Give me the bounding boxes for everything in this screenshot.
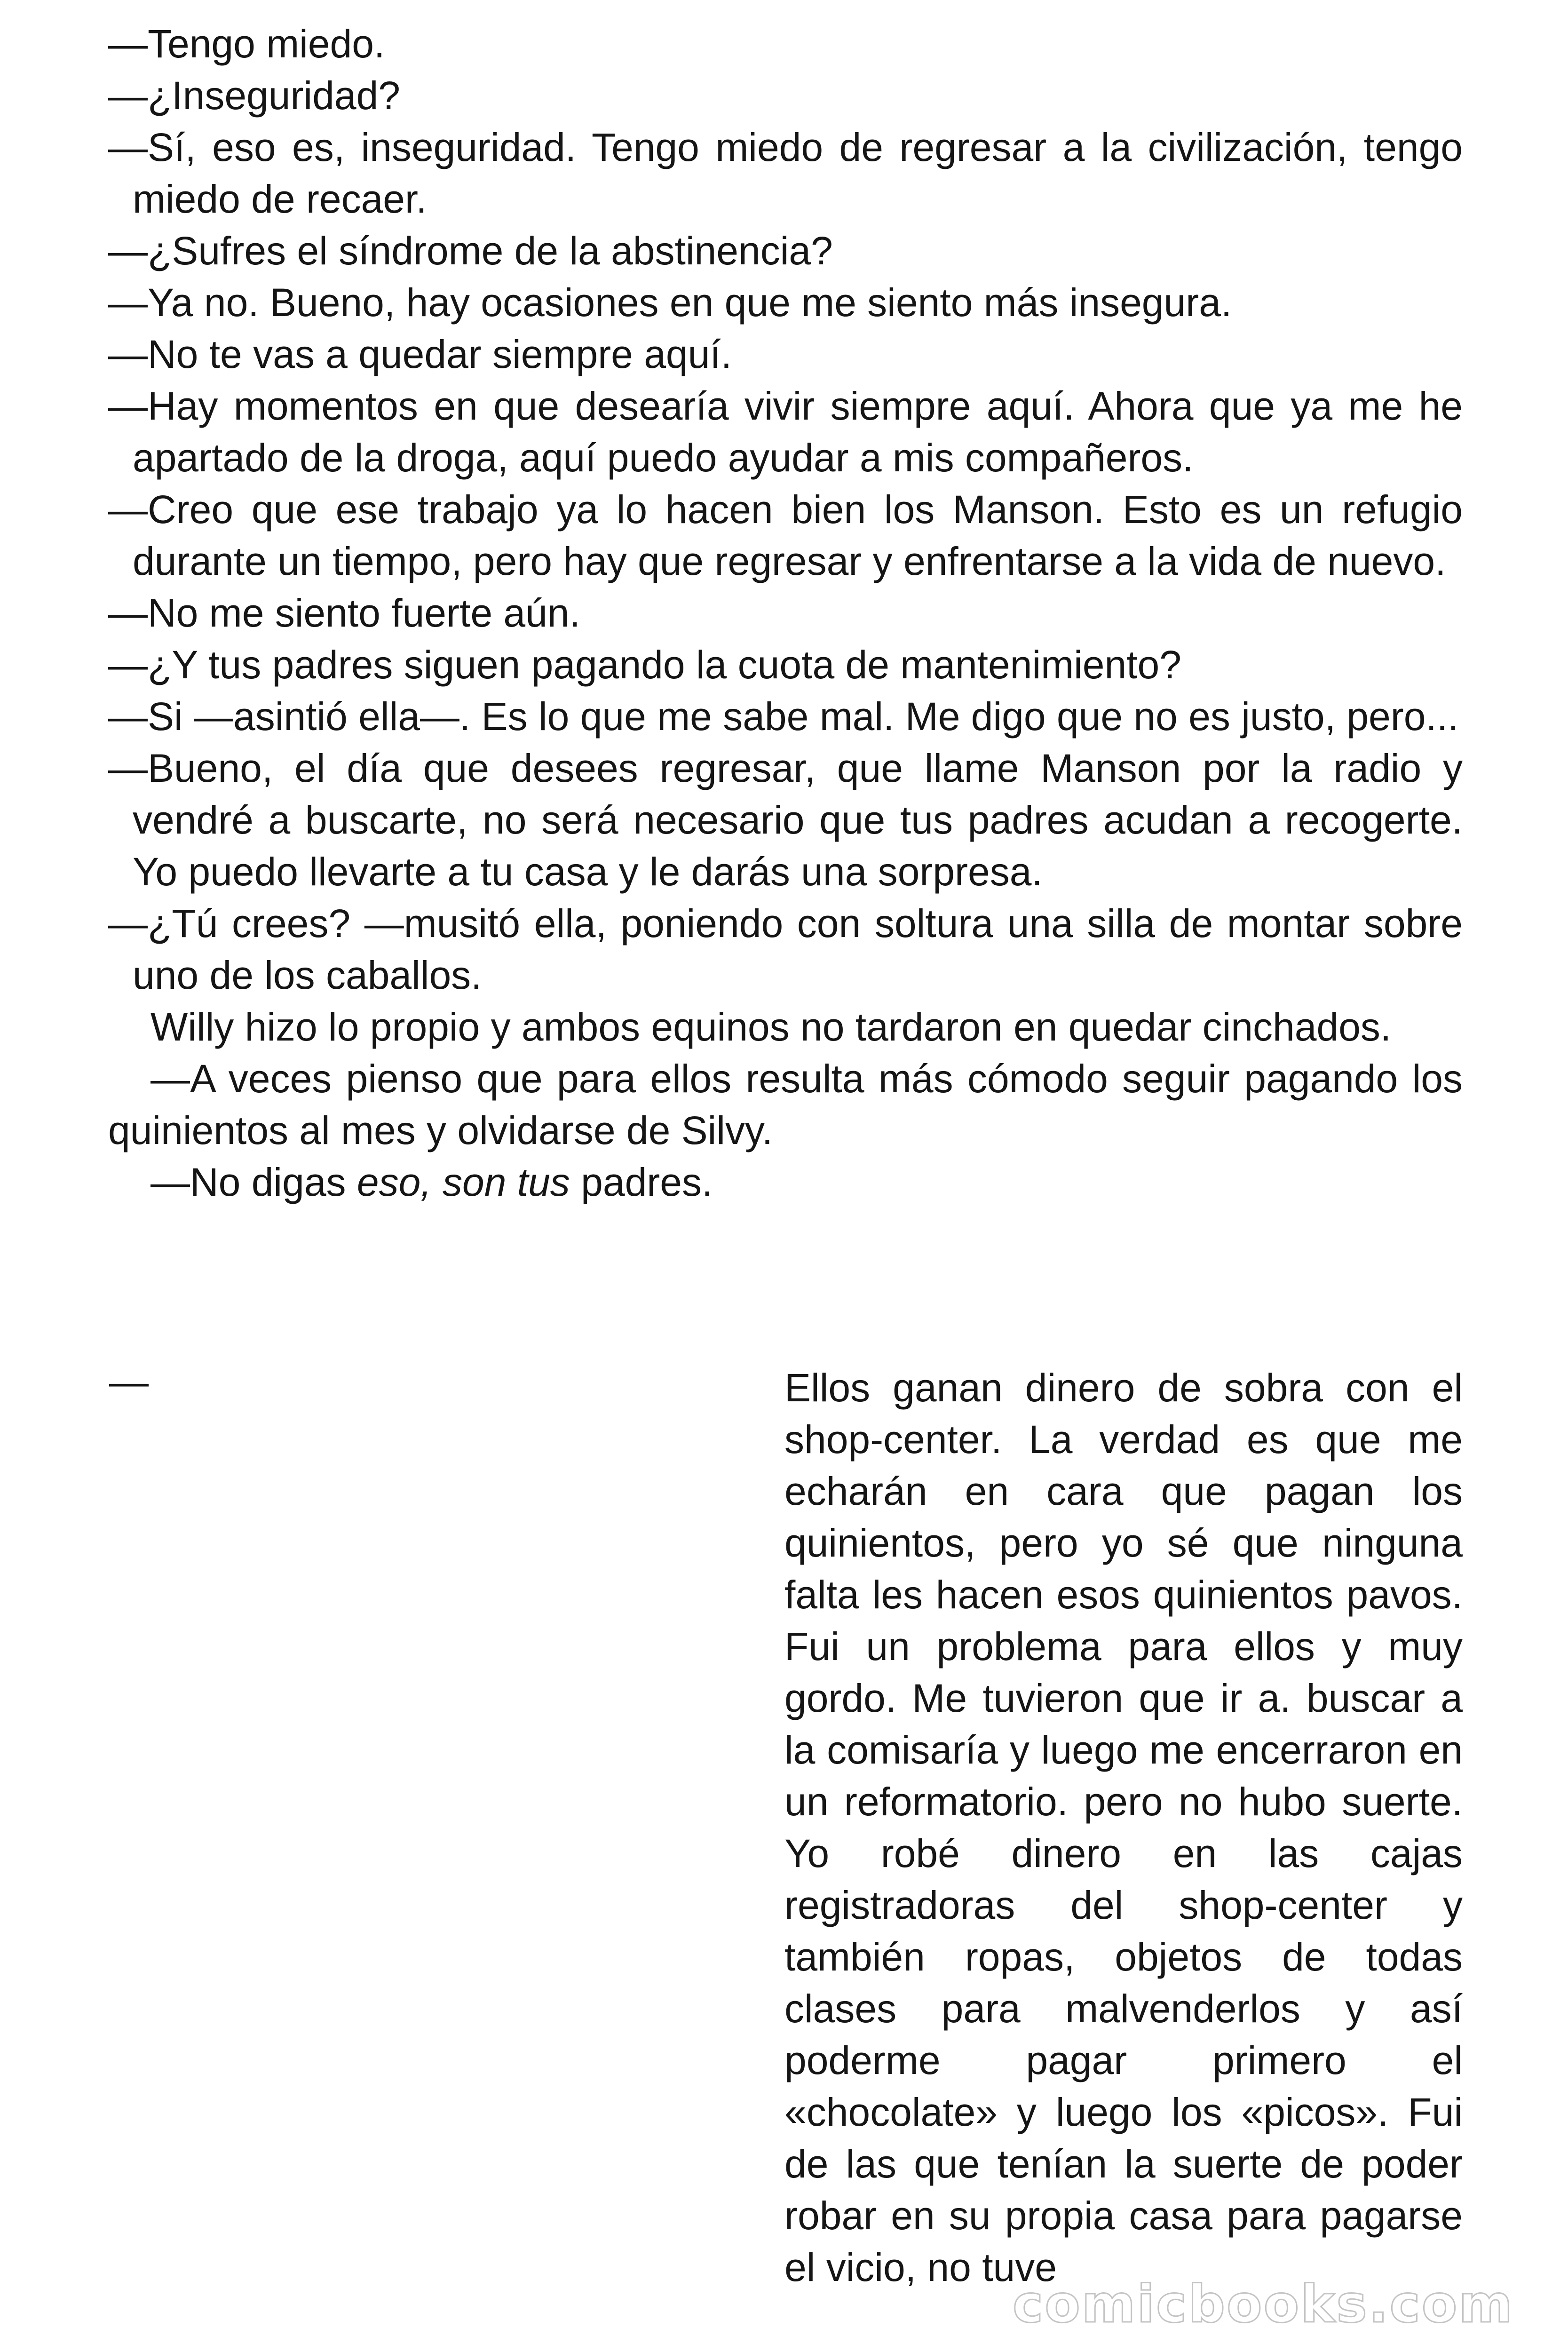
line-text-start: —No digas <box>150 1160 357 1204</box>
dialog-line: —Hay momentos en que desearía vivir siempre aquí. Ahora que ya me he apartado de la droga, aquí puedo ayudar a mis compañeros. <box>108 384 1463 480</box>
right-text-column <box>784 1362 1463 2293</box>
dialog-line: —Tengo miedo. <box>108 22 385 66</box>
dialog-line-with-italic <box>108 1156 1463 1208</box>
narration-paragraph: —A veces pienso que para ellos resulta más cómodo seguir pagando los quinientos al mes y olvidarse de Silvy. <box>108 1057 1463 1152</box>
dialog-line: —¿Sufres el síndrome de la abstinencia? <box>108 229 833 273</box>
narration-paragraph: Willy hizo lo propio y ambos equinos no tardaron en quedar cinchados. <box>150 1005 1392 1049</box>
right-column-paragraph: Ellos ganan dinero de sobra con el shop-center. La verdad es que me echarán en cara que pagan los quinientos, pero yo sé que ninguna falta les hacen esos quinientos pavos. Fui un problema para ellos y muy gordo. Me tuvieron que ir a. buscar a la comisaría y luego me encerraron en un reformatorio. pero no hubo suerte. Yo robé dinero en las cajas registradoras del shop-center y también ropas, objetos de todas clases para malvenderlos y así poderme pagar primero el «chocolate» y luego los «picos». Fui de las que tenían la suerte de poder robar en su propia casa para pagarse el vicio, no tuve <box>784 1366 1463 2289</box>
line-text-end: padres. <box>570 1160 713 1204</box>
dialog-line: —No me siento fuerte aún. <box>108 591 580 635</box>
italic-text: eso, son tus <box>356 1160 570 1204</box>
dialog-line: —No te vas a quedar siempre aquí. <box>108 332 732 376</box>
lone-dash: — <box>109 1359 149 1404</box>
dialog-line: —¿Inseguridad? <box>108 73 401 118</box>
dialog-line: —Creo que ese trabajo ya lo hacen bien los Manson. Esto es un refugio durante un tiempo, pero hay que regresar y enfrentarse a la vida de nuevo. <box>108 487 1463 583</box>
dialog-line: —Bueno, el día que desees regresar, que llame Manson por la radio y vendré a buscarte, no será necesario que tus padres acudan a recogerte. Yo puedo llevarte a tu casa y le darás una sorpresa. <box>108 746 1463 894</box>
dialog-line: —¿Y tus padres siguen pagando la cuota de mantenimiento? <box>108 643 1181 687</box>
dialog-line: —Ya no. Bueno, hay ocasiones en que me siento más insegura. <box>108 280 1232 325</box>
dialog-line: —Si —asintió ella—. Es lo que me sabe mal. Me digo que no es justo, pero... <box>108 694 1459 739</box>
main-text-column <box>108 18 1463 1208</box>
watermark: comicbooks.com <box>1013 2274 1514 2334</box>
dialog-line: —Sí, eso es, inseguridad. Tengo miedo de regresar a la civilización, tengo miedo de recaer. <box>108 125 1463 221</box>
dialog-line: —¿Tú crees? —musitó ella, poniendo con soltura una silla de montar sobre uno de los caballos. <box>108 901 1463 997</box>
